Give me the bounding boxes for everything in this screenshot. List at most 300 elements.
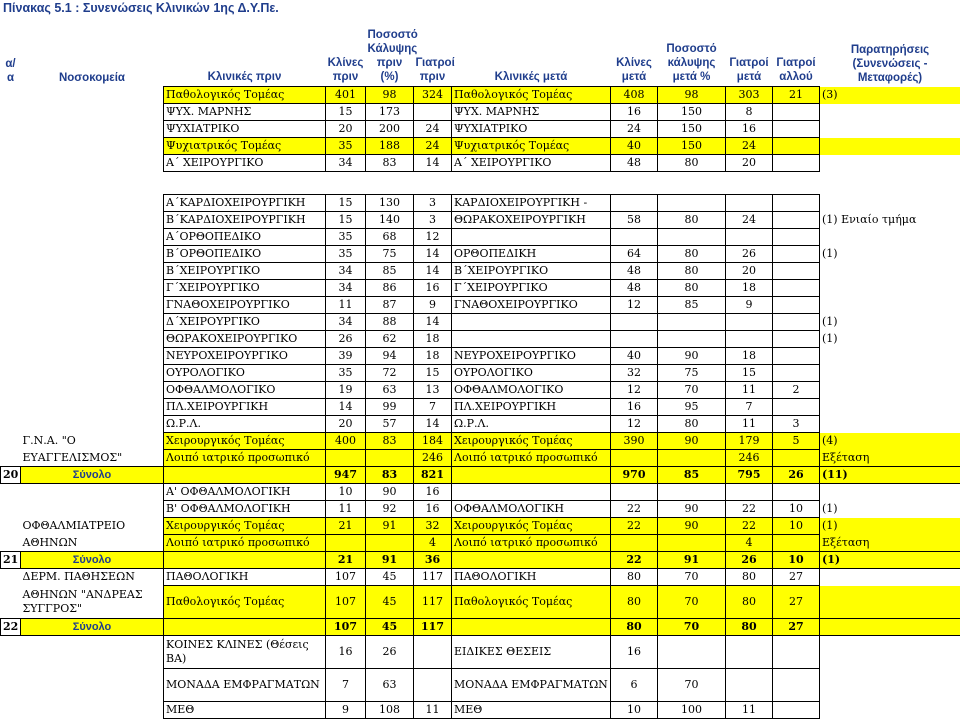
table-row bbox=[1, 212, 960, 229]
table-cell: 75 bbox=[658, 365, 726, 382]
table-cell bbox=[21, 138, 164, 155]
table-cell: 87 bbox=[366, 297, 414, 314]
table-cell bbox=[21, 365, 164, 382]
table-cell: 32 bbox=[414, 518, 452, 535]
table-cell bbox=[658, 636, 726, 669]
table-cell: 88 bbox=[366, 314, 414, 331]
table-cell: 24 bbox=[414, 138, 452, 155]
table-cell: 9 bbox=[414, 297, 452, 314]
table-cell: 24 bbox=[414, 121, 452, 138]
table-cell: 2 bbox=[773, 382, 820, 399]
table-cell: 10 bbox=[611, 702, 658, 719]
table-cell: Παθολογικός Τομέας bbox=[452, 87, 611, 104]
table-cell: (1) bbox=[820, 501, 960, 518]
table-cell bbox=[773, 314, 820, 331]
table-cell bbox=[1, 121, 21, 138]
table-cell bbox=[773, 104, 820, 121]
table-cell bbox=[773, 636, 820, 669]
table-cell: 27 bbox=[773, 619, 820, 636]
table-cell: Γ΄ΧΕΙΡΟΥΡΓΙΚΟ bbox=[452, 280, 611, 297]
table-cell: 26 bbox=[366, 636, 414, 669]
table-cell: 99 bbox=[366, 399, 414, 416]
table-cell: 16 bbox=[611, 104, 658, 121]
table-cell: Γ΄ΧΕΙΡΟΥΡΓΙΚΟ bbox=[164, 280, 326, 297]
table-cell: 80 bbox=[658, 263, 726, 280]
table-cell: 408 bbox=[611, 87, 658, 104]
table-cell bbox=[773, 263, 820, 280]
table-cell: Σύνολο bbox=[21, 619, 164, 636]
table-cell bbox=[1, 702, 21, 719]
table-cell bbox=[21, 87, 164, 104]
table-cell: 8 bbox=[726, 104, 773, 121]
table-cell bbox=[1, 348, 21, 365]
table-cell: 83 bbox=[366, 433, 414, 450]
table-title: Πίνακας 5.1 : Συνενώσεις Κλινικών 1ης Δ.Υ.Πε. bbox=[3, 1, 279, 15]
table-row bbox=[1, 365, 960, 382]
table-cell bbox=[21, 348, 164, 365]
table-cell bbox=[1, 263, 21, 280]
table-row bbox=[1, 433, 960, 450]
table-cell bbox=[1, 501, 21, 518]
table-cell: Σύνολο bbox=[21, 467, 164, 484]
table-cell bbox=[773, 348, 820, 365]
table-cell bbox=[726, 229, 773, 246]
table-cell: 80 bbox=[658, 212, 726, 229]
table-cell: 18 bbox=[414, 331, 452, 348]
header-cell: Γιατροί πριν bbox=[414, 20, 452, 87]
table-cell: 45 bbox=[366, 569, 414, 586]
table-cell: 26 bbox=[726, 246, 773, 263]
table-cell bbox=[773, 155, 820, 172]
table-row bbox=[1, 263, 960, 280]
table-cell: 20 bbox=[726, 155, 773, 172]
table-cell bbox=[21, 246, 164, 263]
table-cell: 7 bbox=[414, 399, 452, 416]
table-cell bbox=[773, 399, 820, 416]
table-cell: 14 bbox=[414, 246, 452, 263]
table-cell: ΓΝΑΘΟΧΕΙΡΟΥΡΓΙΚΟ bbox=[164, 297, 326, 314]
table-cell bbox=[1, 518, 21, 535]
table-cell: 16 bbox=[611, 636, 658, 669]
table-cell: 48 bbox=[611, 263, 658, 280]
table-cell: 68 bbox=[366, 229, 414, 246]
table-cell: 9 bbox=[726, 297, 773, 314]
table-cell: 11 bbox=[326, 501, 366, 518]
table-cell: Α΄ΚΑΡΔΙΟΧΕΙΡΟΥΡΓΙΚΗ bbox=[164, 195, 326, 212]
table-cell: ΠΑΘΟΛΟΓΙΚΗ bbox=[452, 569, 611, 586]
table-cell: ΟΥΡΟΛΟΓΙΚΟ bbox=[452, 365, 611, 382]
table-cell: 70 bbox=[658, 669, 726, 702]
table-cell: 80 bbox=[658, 280, 726, 297]
table-cell: ΨΥΧ. ΜΑΡΝΗΣ bbox=[452, 104, 611, 121]
table-cell bbox=[658, 450, 726, 467]
table-cell bbox=[21, 172, 164, 195]
table-cell: 70 bbox=[658, 619, 726, 636]
table-cell bbox=[726, 669, 773, 702]
table-cell: Β΄ΚΑΡΔΙΟΧΕΙΡΟΥΡΓΙΚΗ bbox=[164, 212, 326, 229]
table-cell: Λοιπό ιατρικό προσωπικό bbox=[452, 450, 611, 467]
table-cell: Παθολογικός Τομέας bbox=[164, 586, 326, 619]
table-cell: 20 bbox=[326, 416, 366, 433]
table-cell: 970 bbox=[611, 467, 658, 484]
table-row bbox=[1, 297, 960, 314]
table-cell: 21 bbox=[773, 87, 820, 104]
table-cell: ΜΕΘ bbox=[452, 702, 611, 719]
table-row bbox=[1, 155, 960, 172]
table-cell: ΕΥΑΓΓΕΛΙΣΜΟΣ" bbox=[21, 450, 164, 467]
table-cell: 150 bbox=[658, 121, 726, 138]
table-cell: 45 bbox=[366, 586, 414, 619]
table-cell bbox=[1, 331, 21, 348]
header-cell: Κλινικές μετά bbox=[452, 20, 611, 87]
table-row bbox=[1, 172, 960, 195]
table-cell bbox=[21, 263, 164, 280]
table-cell: 92 bbox=[366, 501, 414, 518]
table-cell bbox=[21, 399, 164, 416]
header-cell: α/α bbox=[1, 20, 21, 87]
table-cell: 80 bbox=[658, 155, 726, 172]
table-cell bbox=[1, 172, 21, 195]
table-cell: 34 bbox=[326, 280, 366, 297]
table-cell bbox=[773, 195, 820, 212]
table-cell: 12 bbox=[611, 382, 658, 399]
table-cell: ΟΦΘΑΛΜΟΛΟΓΙΚΗ bbox=[452, 501, 611, 518]
table-cell: ΘΩΡΑΚΟΧΕΙΡΟΥΡΓΙΚΟ bbox=[164, 331, 326, 348]
table-cell: 91 bbox=[366, 518, 414, 535]
table-cell: 83 bbox=[366, 155, 414, 172]
table-row bbox=[1, 636, 960, 669]
table-cell: 83 bbox=[366, 467, 414, 484]
table-cell bbox=[820, 172, 960, 195]
table-cell: 130 bbox=[366, 195, 414, 212]
table-cell: 18 bbox=[726, 280, 773, 297]
table-cell bbox=[611, 229, 658, 246]
table-cell: 91 bbox=[366, 552, 414, 569]
table-cell: 27 bbox=[773, 569, 820, 586]
table-cell bbox=[366, 535, 414, 552]
table-cell: Γ.Ν.Α. "Ο bbox=[21, 433, 164, 450]
table-cell: ΟΥΡΟΛΟΓΙΚΟ bbox=[164, 365, 326, 382]
table-cell bbox=[452, 172, 611, 195]
table-cell bbox=[21, 280, 164, 297]
table-cell bbox=[1, 87, 21, 104]
table-cell: 70 bbox=[658, 586, 726, 619]
table-cell: 390 bbox=[611, 433, 658, 450]
table-cell: (11) bbox=[820, 467, 960, 484]
table-cell: 20 bbox=[1, 467, 21, 484]
table-cell bbox=[452, 314, 611, 331]
table-row bbox=[1, 246, 960, 263]
total-row bbox=[1, 619, 960, 636]
table-cell bbox=[820, 619, 960, 636]
table-cell bbox=[452, 467, 611, 484]
table-cell bbox=[1, 569, 21, 586]
table-cell bbox=[820, 155, 960, 172]
table-row bbox=[1, 382, 960, 399]
table-cell: 21 bbox=[326, 518, 366, 535]
table-cell bbox=[611, 331, 658, 348]
table-cell: 90 bbox=[658, 518, 726, 535]
table-cell: 11 bbox=[726, 416, 773, 433]
table-cell bbox=[452, 331, 611, 348]
table-cell bbox=[658, 172, 726, 195]
table-cell bbox=[414, 104, 452, 121]
table-cell: 11 bbox=[726, 382, 773, 399]
table-cell: ΜΟΝΑΔΑ ΕΜΦΡΑΓΜΑΤΩΝ bbox=[164, 669, 326, 702]
table-cell bbox=[773, 669, 820, 702]
table-cell: 100 bbox=[658, 702, 726, 719]
table-cell: 48 bbox=[611, 155, 658, 172]
table-cell: 16 bbox=[611, 399, 658, 416]
table-cell bbox=[773, 172, 820, 195]
table-cell bbox=[1, 433, 21, 450]
table-cell bbox=[773, 246, 820, 263]
table-cell: 80 bbox=[611, 569, 658, 586]
header-cell: Ποσοστό κάλυψης μετά % bbox=[658, 20, 726, 87]
table-cell: 12 bbox=[414, 229, 452, 246]
table-cell: 16 bbox=[414, 280, 452, 297]
table-cell: 80 bbox=[611, 619, 658, 636]
table-cell: Σύνολο bbox=[21, 552, 164, 569]
table-cell: ΘΩΡΑΚΟΧΕΙΡΟΥΡΓΙΚΗ bbox=[452, 212, 611, 229]
table-cell: 303 bbox=[726, 87, 773, 104]
table-cell: Α΄ ΧΕΙΡΟΥΡΓΙΚΟ bbox=[452, 155, 611, 172]
table-cell: ΕΙΔΙΚΕΣ ΘΕΣΕΙΣ bbox=[452, 636, 611, 669]
table-cell bbox=[326, 535, 366, 552]
table-row bbox=[1, 229, 960, 246]
table-cell: ΜΕΘ bbox=[164, 702, 326, 719]
table-cell bbox=[773, 229, 820, 246]
table-cell bbox=[414, 636, 452, 669]
table-row bbox=[1, 348, 960, 365]
table-cell: 91 bbox=[658, 552, 726, 569]
table-cell bbox=[21, 501, 164, 518]
table-cell: 22 bbox=[611, 501, 658, 518]
table-cell: 85 bbox=[658, 467, 726, 484]
table-cell bbox=[658, 331, 726, 348]
table-cell: ΚΑΡΔΙΟΧΕΙΡΟΥΡΓΙΚΗ - bbox=[452, 195, 611, 212]
table-cell: 86 bbox=[366, 280, 414, 297]
table-cell: 947 bbox=[326, 467, 366, 484]
table-cell bbox=[1, 297, 21, 314]
table-cell bbox=[773, 702, 820, 719]
header-cell: Ποσοστό Κάλυψης πριν (%) bbox=[366, 20, 414, 87]
table-cell bbox=[326, 450, 366, 467]
table-row bbox=[1, 280, 960, 297]
header-cell: Κλίνες πριν bbox=[326, 20, 366, 87]
table-cell bbox=[726, 331, 773, 348]
table-cell: 20 bbox=[326, 121, 366, 138]
header-cell: Κλινικές πριν bbox=[164, 20, 326, 87]
table-cell bbox=[773, 365, 820, 382]
table-cell bbox=[21, 382, 164, 399]
table-cell: 19 bbox=[326, 382, 366, 399]
table-cell: 107 bbox=[326, 569, 366, 586]
table-cell: Ω.Ρ.Λ. bbox=[164, 416, 326, 433]
table-cell: 35 bbox=[326, 229, 366, 246]
table-cell: ΑΘΗΝΩΝ "ΑΝΔΡΕΑΣ ΣΥΓΓΡΟΣ" bbox=[21, 586, 164, 619]
table-cell: Β΄ΟΡΘΟΠΕΔΙΚΟ bbox=[164, 246, 326, 263]
total-row bbox=[1, 467, 960, 484]
header-cell: Γιατροί αλλού bbox=[773, 20, 820, 87]
table-cell: 10 bbox=[773, 552, 820, 569]
header-cell: Παρατηρήσεις (Συνενώσεις - Μεταφορές) bbox=[820, 20, 960, 87]
table-cell: ΝΕΥΡΟΧΕΙΡΟΥΡΓΙΚΟ bbox=[164, 348, 326, 365]
table-cell: ΝΕΥΡΟΧΕΙΡΟΥΡΓΙΚΟ bbox=[452, 348, 611, 365]
table-cell: 45 bbox=[366, 619, 414, 636]
table-cell: 14 bbox=[414, 314, 452, 331]
table-cell bbox=[164, 172, 326, 195]
table-cell: 401 bbox=[326, 87, 366, 104]
table-cell bbox=[611, 484, 658, 501]
table-cell bbox=[611, 450, 658, 467]
table-cell: 90 bbox=[658, 501, 726, 518]
table-cell: 20 bbox=[726, 263, 773, 280]
table-cell: 75 bbox=[366, 246, 414, 263]
table-cell: 85 bbox=[658, 297, 726, 314]
total-row bbox=[1, 552, 960, 569]
table-row bbox=[1, 450, 960, 467]
table-cell: ΔΕΡΜ. ΠΑΘΗΣΕΩΝ bbox=[21, 569, 164, 586]
table-cell bbox=[658, 195, 726, 212]
header-cell: Γιατροί μετά bbox=[726, 20, 773, 87]
table-cell: ΠΑΘΟΛΟΓΙΚΗ bbox=[164, 569, 326, 586]
table-cell bbox=[1, 280, 21, 297]
table-cell: ΨΥΧΙΑΤΡΙΚΟ bbox=[452, 121, 611, 138]
table-cell: ΟΦΘΑΛΜΟΛΟΓΙΚΟ bbox=[452, 382, 611, 399]
table-cell bbox=[21, 212, 164, 229]
table-cell: 140 bbox=[366, 212, 414, 229]
table-cell bbox=[21, 121, 164, 138]
table-cell bbox=[820, 399, 960, 416]
table-cell: Α΄ ΧΕΙΡΟΥΡΓΙΚΟ bbox=[164, 155, 326, 172]
table-cell: 80 bbox=[726, 619, 773, 636]
table-cell bbox=[1, 246, 21, 263]
table-cell: 9 bbox=[326, 702, 366, 719]
table-cell bbox=[452, 552, 611, 569]
table-cell: 40 bbox=[611, 348, 658, 365]
table-cell: ΨΥΧ. ΜΑΡΝΗΣ bbox=[164, 104, 326, 121]
table-row bbox=[1, 702, 960, 719]
table-cell bbox=[820, 138, 960, 155]
clinics-merger-table bbox=[0, 20, 960, 719]
table-cell: 15 bbox=[326, 195, 366, 212]
table-cell bbox=[820, 121, 960, 138]
table-cell: 795 bbox=[726, 467, 773, 484]
table-cell bbox=[820, 104, 960, 121]
table-cell bbox=[820, 229, 960, 246]
table-cell bbox=[820, 702, 960, 719]
table-cell bbox=[658, 484, 726, 501]
table-cell bbox=[21, 484, 164, 501]
table-cell: Χειρουργικός Τομέας bbox=[164, 433, 326, 450]
table-cell: 150 bbox=[658, 138, 726, 155]
table-cell bbox=[773, 280, 820, 297]
table-cell bbox=[773, 450, 820, 467]
table-cell: (1) bbox=[820, 314, 960, 331]
table-cell: (4) bbox=[820, 433, 960, 450]
table-cell bbox=[1, 535, 21, 552]
table-cell bbox=[366, 172, 414, 195]
table-row bbox=[1, 416, 960, 433]
table-cell: (1) bbox=[820, 518, 960, 535]
table-cell: ΟΦΘΑΛΜΙΑΤΡΕΙΟ bbox=[21, 518, 164, 535]
table-cell bbox=[726, 172, 773, 195]
table-cell bbox=[820, 669, 960, 702]
table-cell: (1) Ενιαίο τμήμα bbox=[820, 212, 960, 229]
table-row bbox=[1, 314, 960, 331]
table-cell: (1) bbox=[820, 552, 960, 569]
table-cell bbox=[1, 669, 21, 702]
table-cell: 35 bbox=[326, 138, 366, 155]
table-cell: Παθολογικός Τομέας bbox=[452, 586, 611, 619]
table-cell bbox=[726, 636, 773, 669]
table-cell bbox=[21, 155, 164, 172]
table-cell: Α' ΟΦΘΑΛΜΟΛΟΓΙΚΗ bbox=[164, 484, 326, 501]
table-cell bbox=[21, 297, 164, 314]
table-cell bbox=[773, 138, 820, 155]
table-cell: 107 bbox=[326, 586, 366, 619]
table-cell bbox=[658, 535, 726, 552]
table-cell bbox=[21, 314, 164, 331]
table-cell: 107 bbox=[326, 619, 366, 636]
header-cell: Νοσοκομεία bbox=[21, 20, 164, 87]
table-cell: 13 bbox=[414, 382, 452, 399]
table-cell: Λοιπό ιατρικό προσωπικό bbox=[452, 535, 611, 552]
table-cell: ΟΦΘΑΛΜΟΛΟΓΙΚΟ bbox=[164, 382, 326, 399]
table-cell bbox=[21, 669, 164, 702]
table-cell: 173 bbox=[366, 104, 414, 121]
table-cell: 57 bbox=[366, 416, 414, 433]
table-cell: 400 bbox=[326, 433, 366, 450]
table-cell: 22 bbox=[726, 501, 773, 518]
table-cell: Δ΄ΧΕΙΡΟΥΡΓΙΚΟ bbox=[164, 314, 326, 331]
table-cell: 72 bbox=[366, 365, 414, 382]
table-cell: Χειρουργικός Τομέας bbox=[452, 518, 611, 535]
table-cell bbox=[1, 586, 21, 619]
header-row bbox=[1, 20, 960, 87]
table-cell: 58 bbox=[611, 212, 658, 229]
table-cell bbox=[21, 195, 164, 212]
table-cell: 63 bbox=[366, 669, 414, 702]
table-cell: 117 bbox=[414, 619, 452, 636]
table-cell: 14 bbox=[414, 416, 452, 433]
table-cell: 32 bbox=[611, 365, 658, 382]
table-cell: 14 bbox=[326, 399, 366, 416]
table-cell bbox=[773, 484, 820, 501]
table-cell: 246 bbox=[414, 450, 452, 467]
table-cell: ΜΟΝΑΔΑ ΕΜΦΡΑΓΜΑΤΩΝ bbox=[452, 669, 611, 702]
table-cell: 90 bbox=[658, 433, 726, 450]
table-cell bbox=[1, 155, 21, 172]
table-cell bbox=[1, 212, 21, 229]
table-cell: 34 bbox=[326, 314, 366, 331]
table-cell: 324 bbox=[414, 87, 452, 104]
table-cell bbox=[820, 569, 960, 586]
table-cell bbox=[1, 195, 21, 212]
table-cell: 117 bbox=[414, 586, 452, 619]
table-cell: ΑΘΗΝΩΝ bbox=[21, 535, 164, 552]
table-row bbox=[1, 104, 960, 121]
table-cell: (1) bbox=[820, 331, 960, 348]
table-cell: Λοιπό ιατρικό προσωπικό bbox=[164, 450, 326, 467]
table-cell: 80 bbox=[658, 246, 726, 263]
table-cell: 80 bbox=[726, 586, 773, 619]
table-cell: ΨΥΧΙΑΤΡΙΚΟ bbox=[164, 121, 326, 138]
table-cell: 21 bbox=[326, 552, 366, 569]
table-cell bbox=[773, 331, 820, 348]
table-cell: 24 bbox=[611, 121, 658, 138]
